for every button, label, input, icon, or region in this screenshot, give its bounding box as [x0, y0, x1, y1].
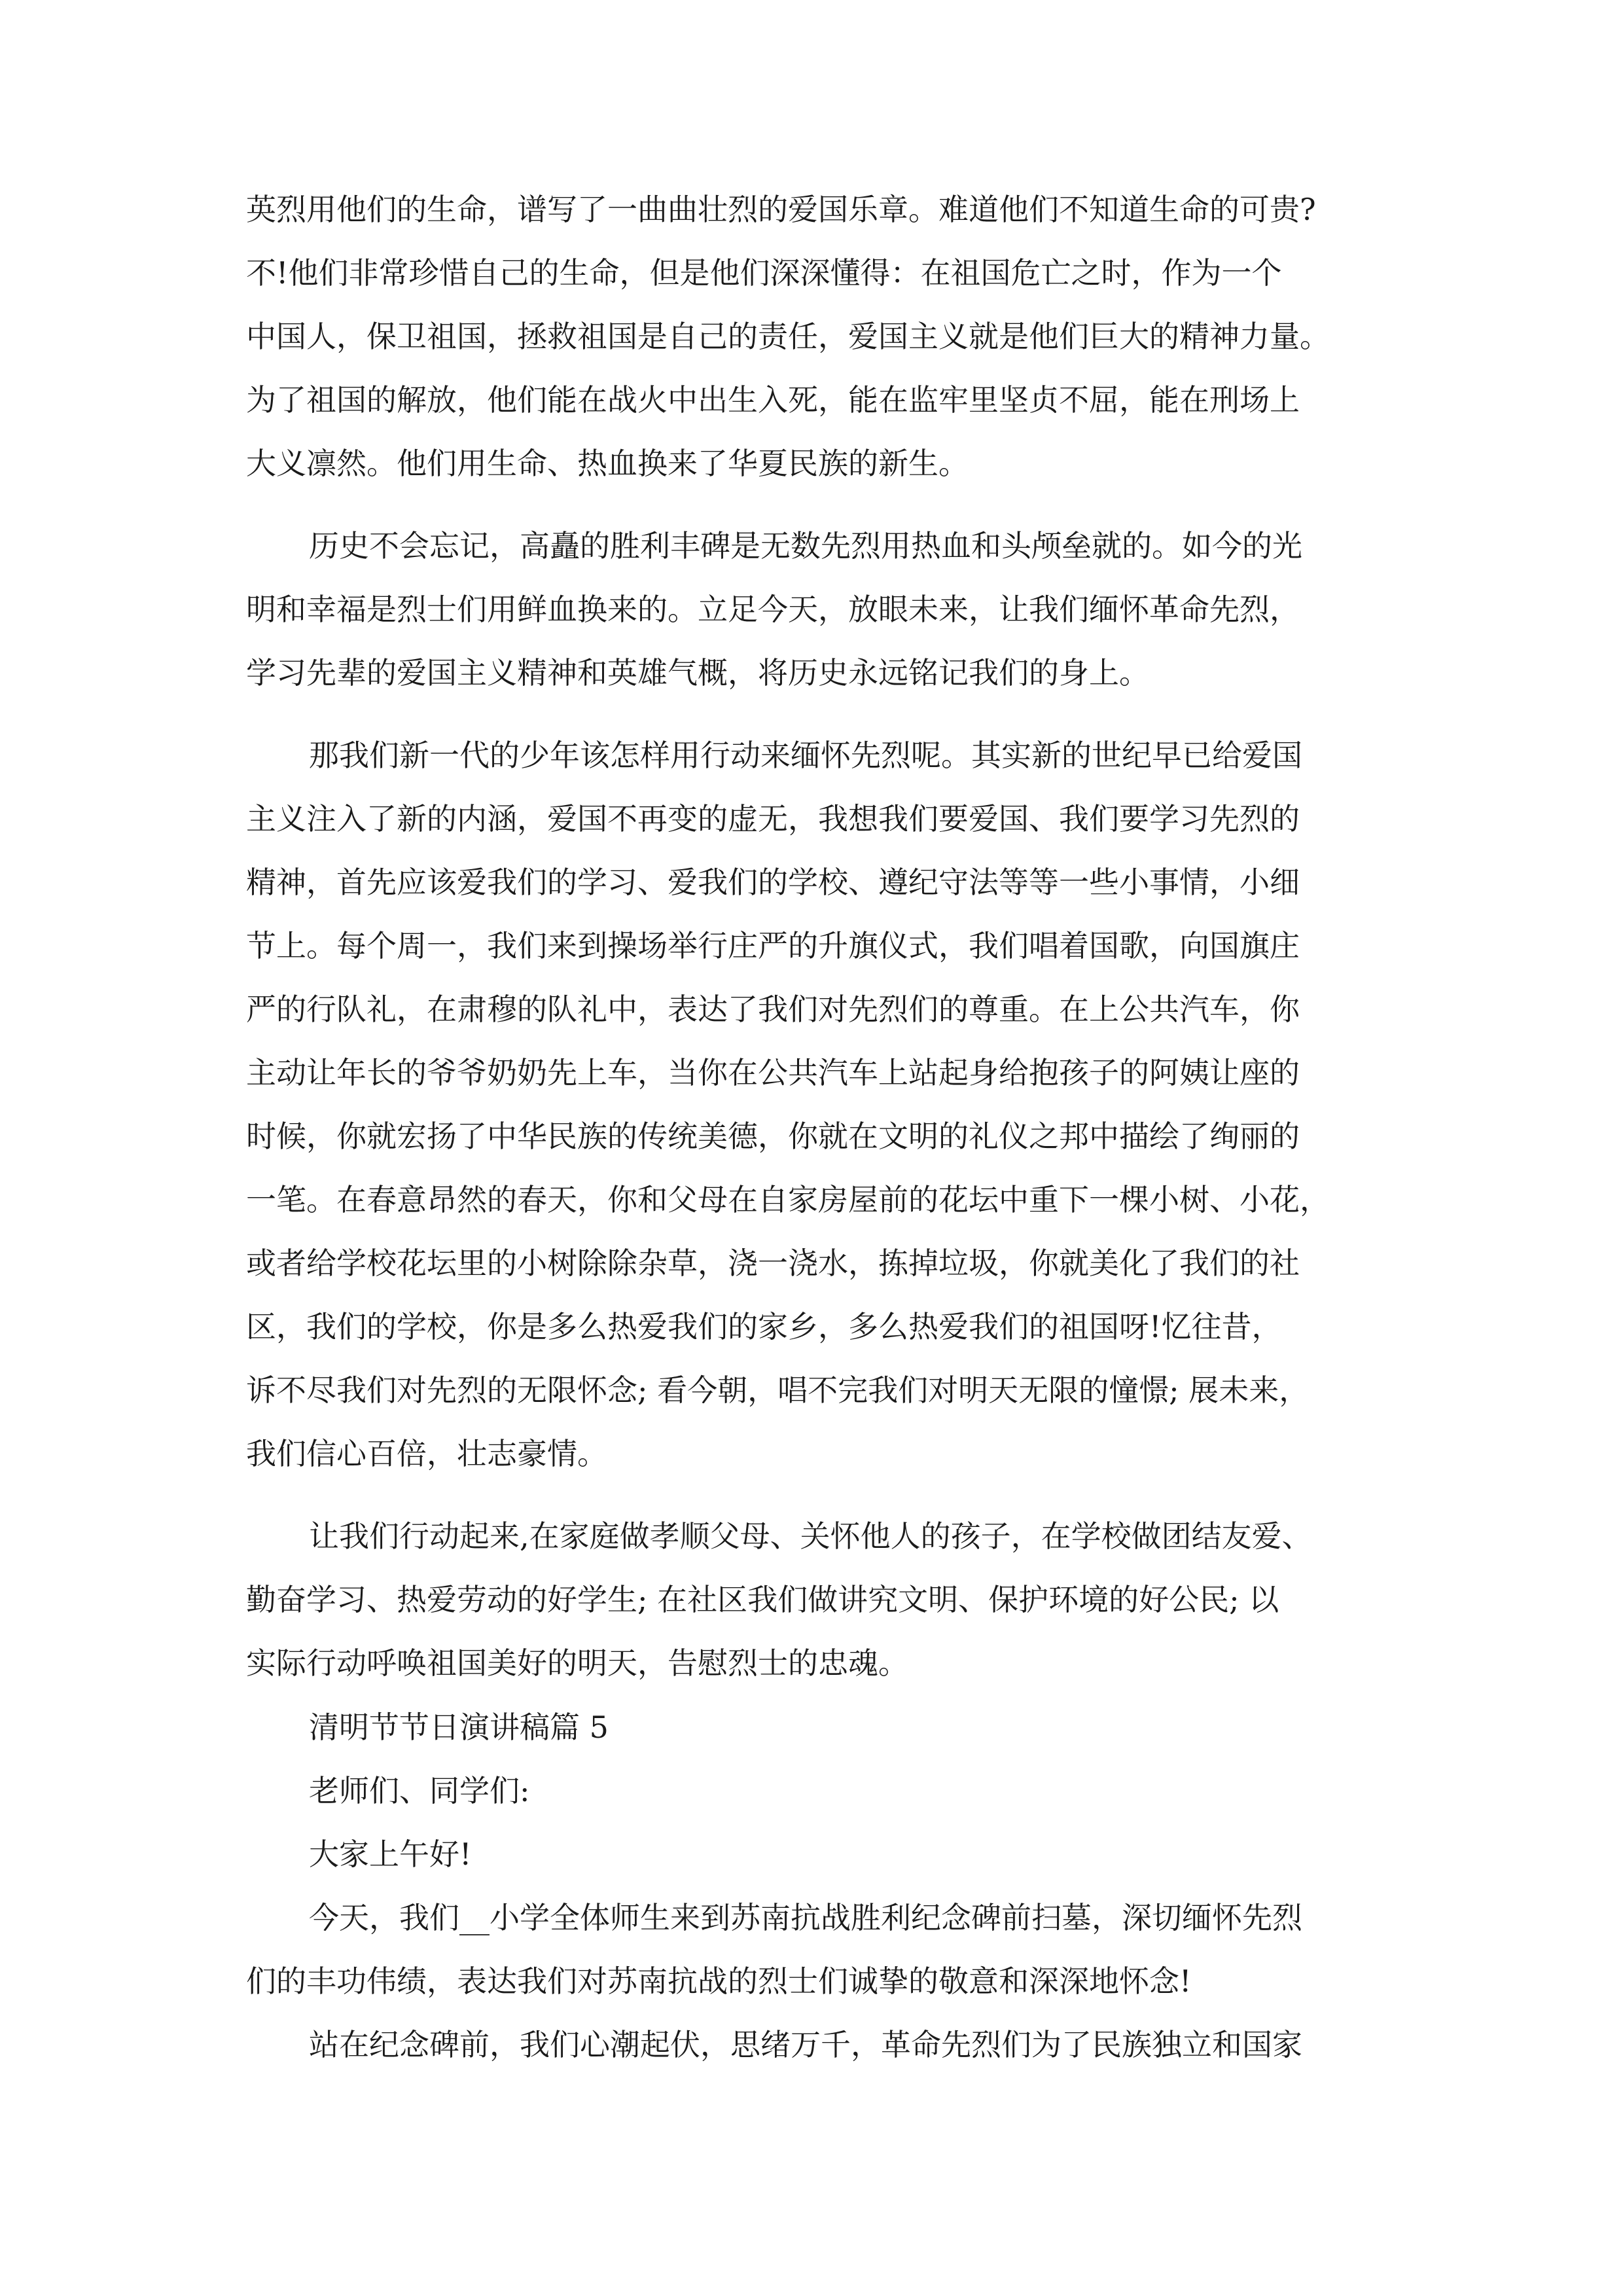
paragraph-line: 一笔。在春意昂然的春天，你和父母在自家房屋前的花坛中重下一棵小树、小花， [246, 1182, 1330, 1217]
salutation: 老师们、同学们: [309, 1773, 530, 1808]
paragraph-line: 历史不会忘记，高矗的胜利丰碑是无数先烈用热血和头颅垒就的。如今的光 [309, 528, 1302, 564]
paragraph-line: 那我们新一代的少年该怎样用行动来缅怀先烈呢。其实新的世纪早已给爱国 [309, 738, 1302, 773]
paragraph-line: 或者给学校花坛里的小树除除杂草，浇一浇水，拣掉垃圾，你就美化了我们的社 [246, 1246, 1300, 1281]
paragraph-line: 英烈用他们的生命，谱写了一曲曲壮烈的爱国乐章。难道他们不知道生命的可贵? [246, 192, 1316, 227]
paragraph-line: 今天，我们__小学全体师生来到苏南抗战胜利纪念碑前扫墓，深切缅怀先烈 [309, 1900, 1302, 1935]
section-title: 清明节节日演讲稿篇 5 [309, 1710, 609, 1745]
paragraph-line: 实际行动呼唤祖国美好的明天，告慰烈士的忠魂。 [246, 1645, 908, 1681]
paragraph-line: 主义注入了新的内涵，爱国不再变的虚无，我想我们要爱国、我们要学习先烈的 [246, 801, 1300, 836]
paragraph-line: 大义凛然。他们用生命、热血换来了华夏民族的新生。 [246, 446, 969, 481]
greeting: 大家上午好! [309, 1837, 472, 1872]
paragraph-line: 我们信心百倍，壮志豪情。 [246, 1436, 607, 1471]
paragraph-line: 让我们行动起来,在家庭做孝顺父母、关怀他人的孩子，在学校做团结友爱、 [309, 1518, 1312, 1554]
paragraph-line: 严的行队礼，在肃穆的队礼中，表达了我们对先烈们的尊重。在上公共汽车，你 [246, 992, 1300, 1027]
paragraph-line: 中国人，保卫祖国，拯救祖国是自己的责任，爱国主义就是他们巨大的精神力量。 [246, 319, 1330, 354]
paragraph-line: 们的丰功伟绩，表达我们对苏南抗战的烈士们诚挚的敬意和深深地怀念! [246, 1964, 1192, 1999]
paragraph-line: 勤奋学习、热爱劳动的好学生; 在社区我们做讲究文明、保护环境的好公民; 以 [246, 1582, 1279, 1617]
paragraph-line: 时候，你就宏扬了中华民族的传统美德，你就在文明的礼仪之邦中描绘了绚丽的 [246, 1119, 1300, 1154]
paragraph-line: 节上。每个周一，我们来到操场举行庄严的升旗仪式，我们唱着国歌，向国旗庄 [246, 928, 1300, 963]
paragraph-line: 不!他们非常珍惜自己的生命，但是他们深深懂得：在祖国危亡之时，作为一个 [246, 255, 1282, 291]
paragraph-line: 为了祖国的解放，他们能在战火中出生入死，能在监牢里坚贞不屈，能在刑场上 [246, 382, 1300, 418]
paragraph-line: 站在纪念碑前，我们心潮起伏，思绪万千，革命先烈们为了民族独立和国家 [309, 2027, 1302, 2062]
paragraph-line: 主动让年长的爷爷奶奶先上车，当你在公共汽车上站起身给抱孩子的阿姨让座的 [246, 1055, 1300, 1090]
paragraph-line: 学习先辈的爱国主义精神和英雄气概，将历史永远铭记我们的身上。 [246, 655, 1149, 691]
paragraph-line: 区，我们的学校，你是多么热爱我们的家乡，多么热爱我们的祖国呀!忆往昔， [246, 1309, 1282, 1344]
paragraph-line: 诉不尽我们对先烈的无限怀念; 看今朝，唱不完我们对明天无限的憧憬; 展未来， [246, 1372, 1310, 1408]
paragraph-line: 精神，首先应该爱我们的学习、爱我们的学校、遵纪守法等等一些小事情，小细 [246, 865, 1300, 900]
paragraph-line: 明和幸福是烈士们用鲜血换来的。立足今天，放眼未来，让我们缅怀革命先烈， [246, 592, 1300, 627]
